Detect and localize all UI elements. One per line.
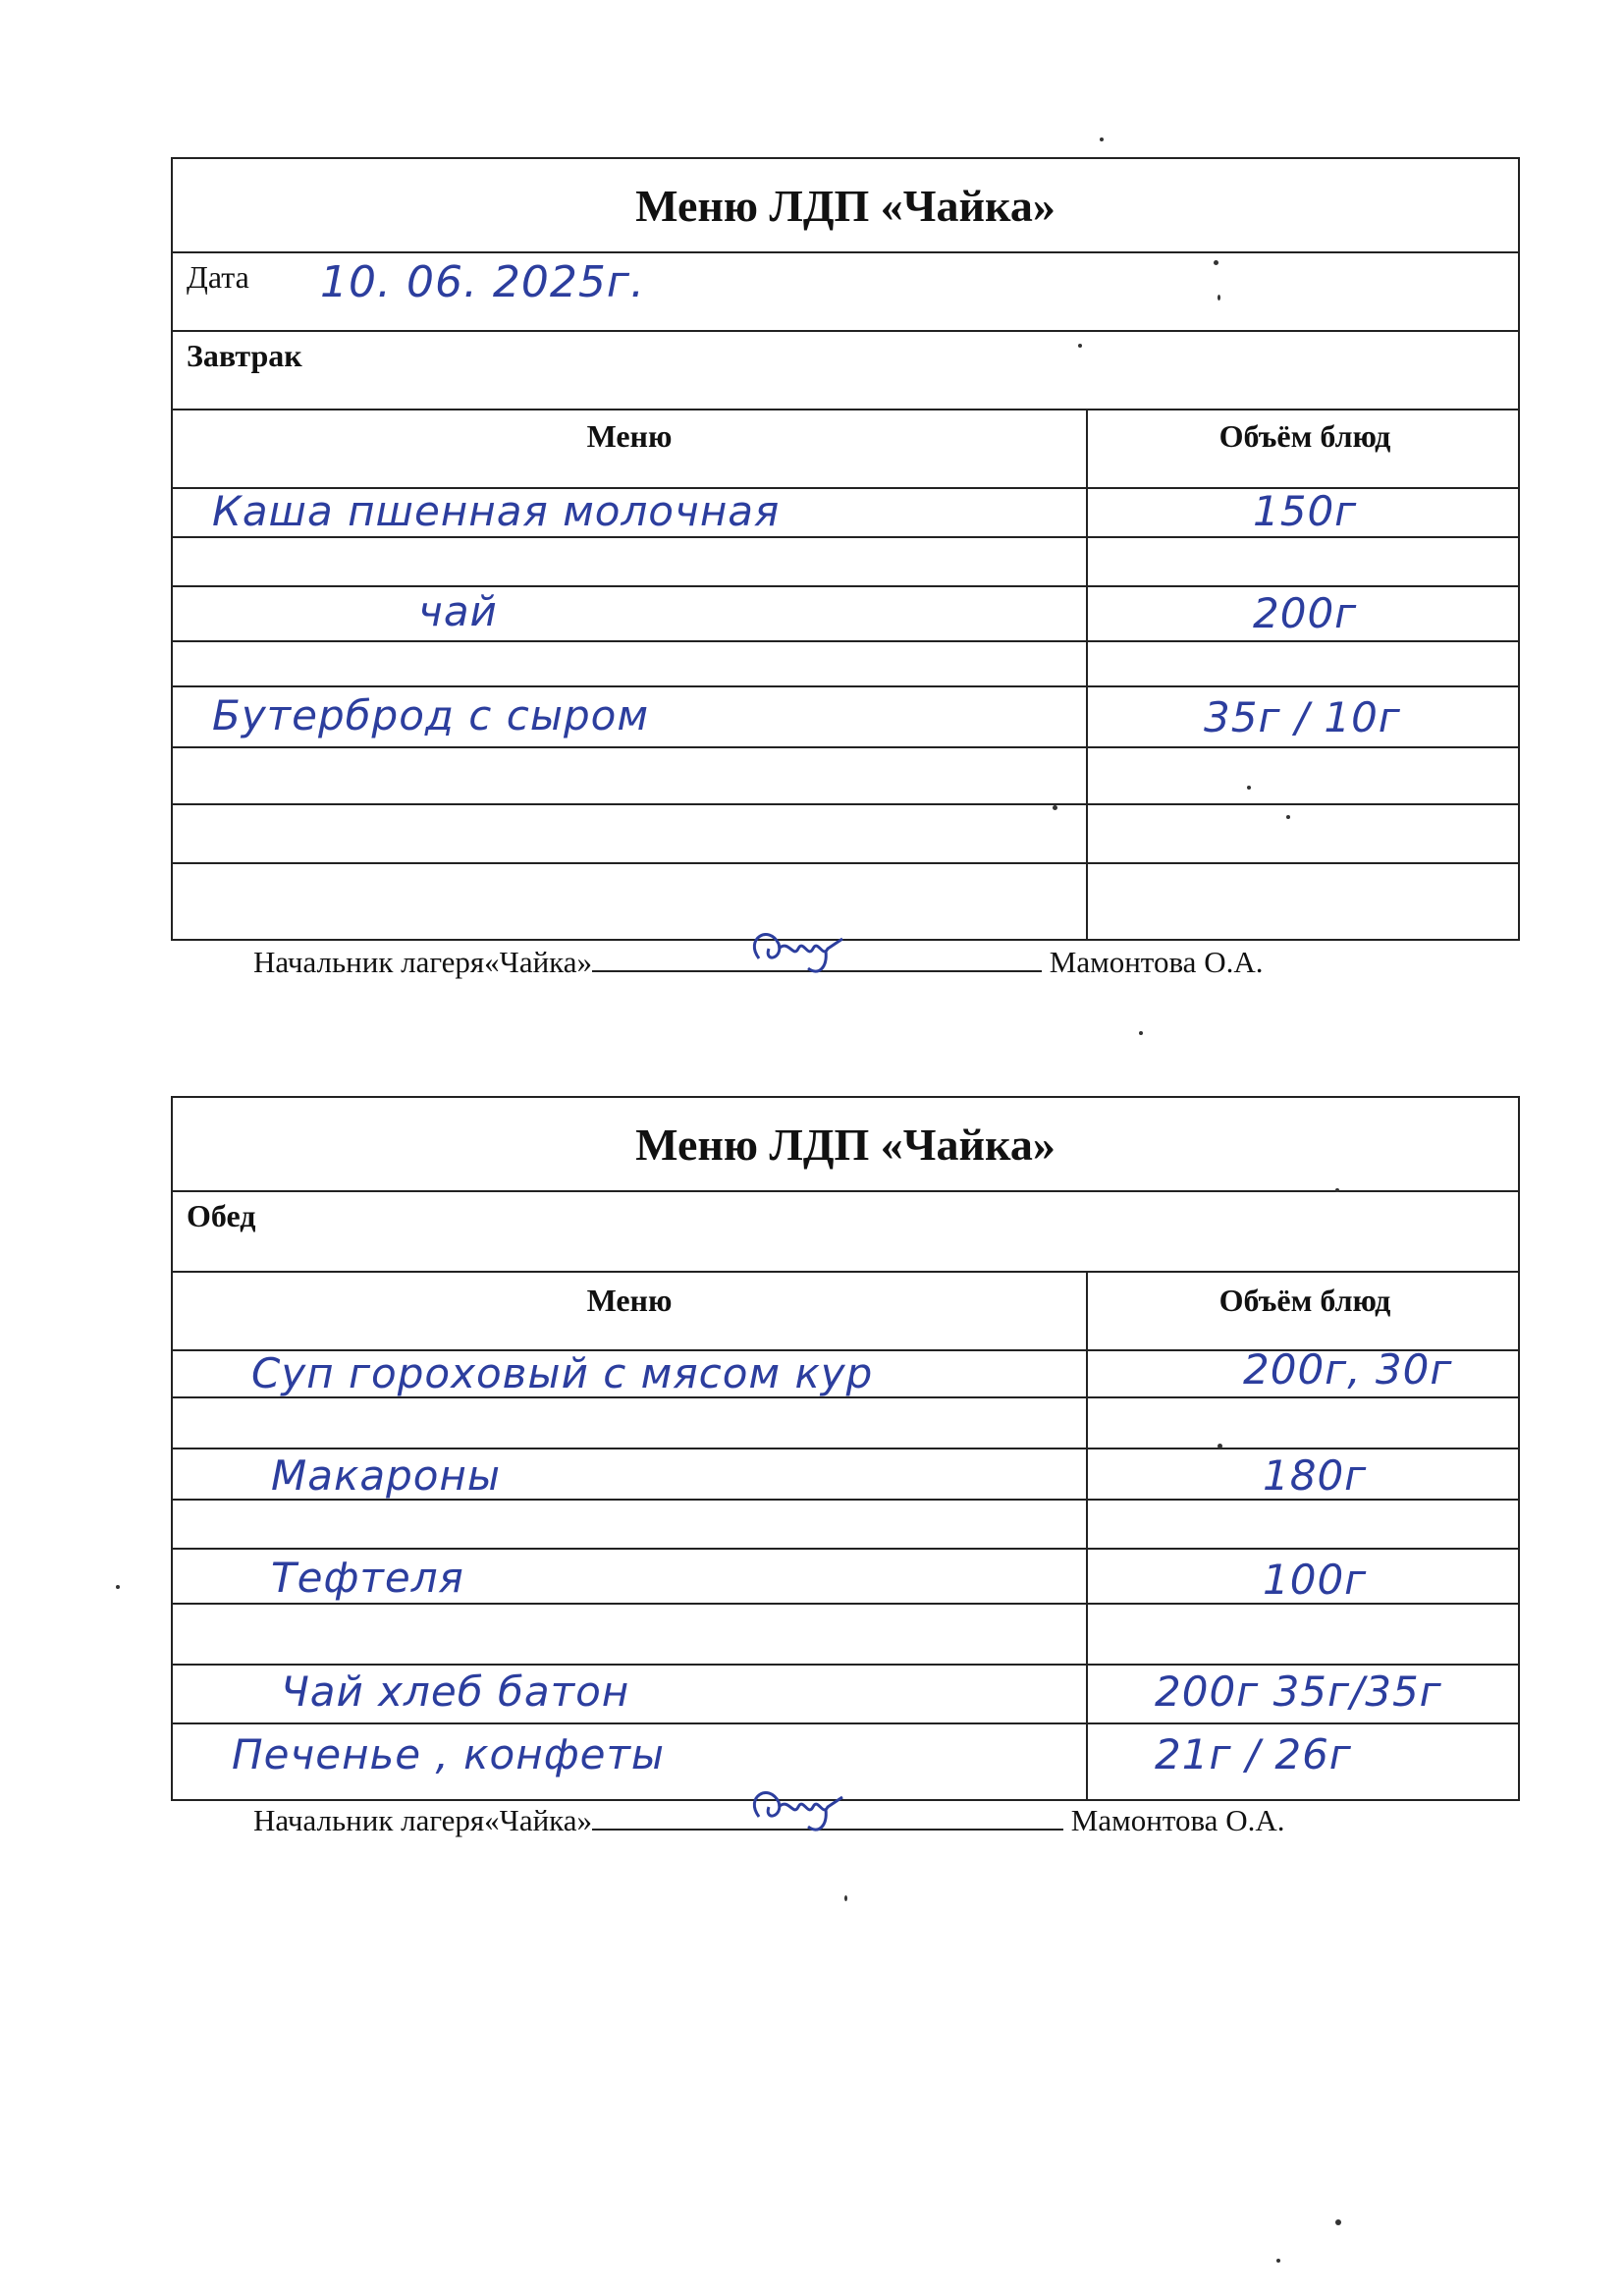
divider — [173, 1271, 1518, 1273]
row-line — [173, 640, 1518, 642]
dish-entry: Печенье , конфеты — [232, 1730, 666, 1778]
divider — [173, 1190, 1518, 1192]
breakfast-menu-form — [171, 157, 1520, 941]
volume-entry: 200г 35г/35г — [1155, 1667, 1442, 1716]
dish-entry: Бутерброд с сыром — [212, 691, 650, 739]
volume-entry: 35г / 10г — [1204, 693, 1401, 741]
row-line — [173, 746, 1518, 748]
divider — [173, 409, 1518, 410]
date-value: 10. 06. 2025г. — [320, 257, 646, 307]
row-line — [173, 862, 1518, 864]
footer-name: Мамонтова О.А. — [1070, 1803, 1285, 1837]
dish-entry: Тефтеля — [271, 1554, 464, 1602]
form-title: Меню ЛДП «Чайка» — [635, 1119, 1056, 1170]
date-label: Дата — [187, 259, 249, 295]
dish-entry: чай — [418, 587, 498, 635]
signature-line — [253, 1803, 1284, 1838]
signature-line — [253, 945, 1263, 980]
row-line — [173, 1664, 1518, 1666]
row-line — [173, 1722, 1518, 1724]
row-line — [173, 1448, 1518, 1449]
signature-field — [592, 1805, 1063, 1831]
column-header-menu: Меню — [586, 1283, 673, 1318]
form-title: Меню ЛДП «Чайка» — [635, 180, 1056, 231]
dish-entry: Суп гороховый с мясом кур — [251, 1349, 874, 1397]
meal-label: Завтрак — [187, 338, 302, 373]
dish-entry: Чай хлеб батон — [281, 1667, 630, 1716]
volume-entry: 150г — [1253, 487, 1358, 535]
row-line — [173, 1548, 1518, 1550]
meal-label: Обед — [187, 1198, 256, 1233]
divider — [173, 251, 1518, 253]
signature-field — [592, 947, 1042, 972]
row-line — [173, 685, 1518, 687]
lunch-menu-form — [171, 1096, 1520, 1801]
column-header-volume: Объём блюд — [1218, 1283, 1391, 1318]
volume-entry: 21г / 26г — [1155, 1730, 1352, 1778]
handwritten-signature — [739, 919, 857, 978]
dish-entry: Каша пшенная молочная — [212, 487, 781, 535]
footer-position-label: Начальник лагеря«Чайка» — [253, 945, 593, 979]
row-line — [173, 803, 1518, 805]
volume-entry: 200г, 30г — [1243, 1345, 1453, 1394]
column-header-volume: Объём блюд — [1218, 418, 1391, 454]
dish-entry: Макароны — [271, 1451, 502, 1500]
volume-entry: 100г — [1263, 1556, 1368, 1604]
divider — [173, 330, 1518, 332]
row-line — [173, 585, 1518, 587]
volume-entry: 180г — [1263, 1451, 1368, 1500]
footer-position-label: Начальник лагеря«Чайка» — [253, 1803, 593, 1837]
handwritten-signature — [739, 1777, 857, 1836]
footer-name: Мамонтова О.А. — [1049, 945, 1264, 979]
volume-entry: 200г — [1253, 589, 1358, 637]
row-line — [173, 536, 1518, 538]
column-header-menu: Меню — [586, 418, 673, 454]
